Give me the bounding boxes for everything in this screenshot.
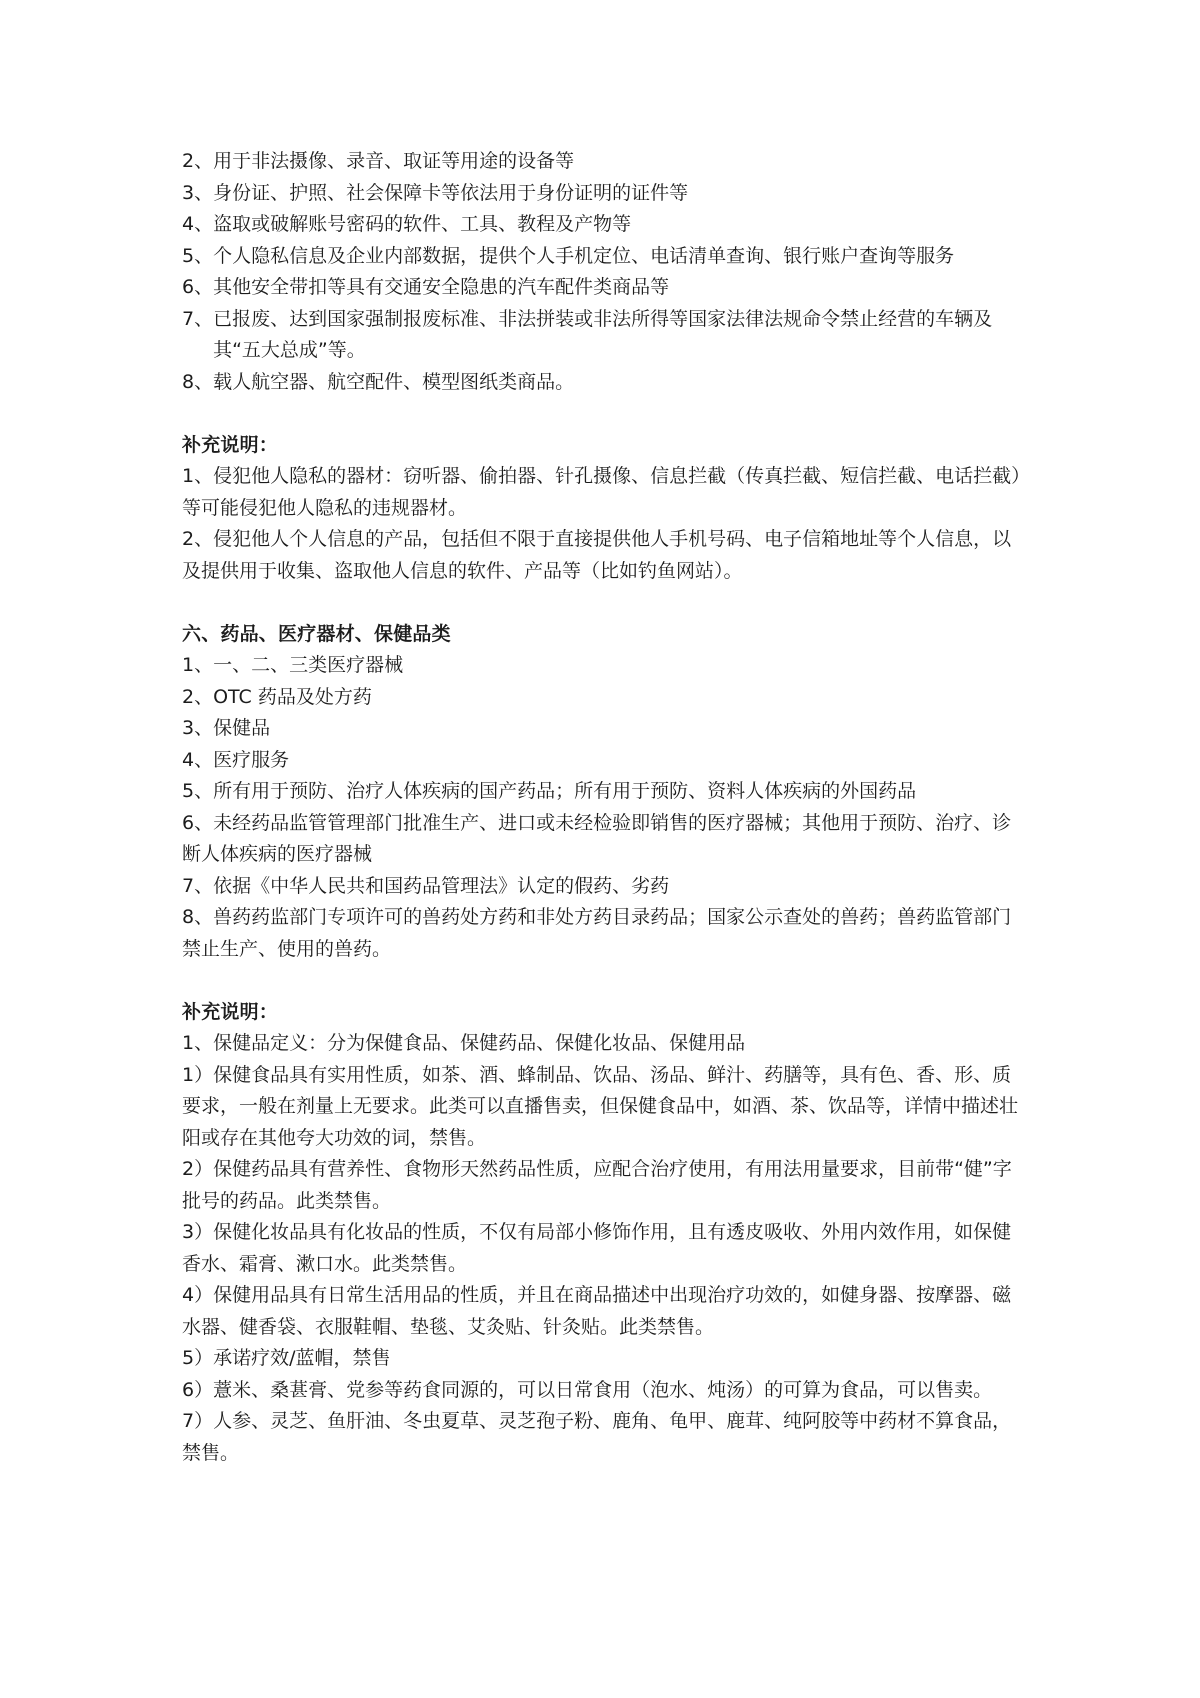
list-item: [182, 272, 1030, 304]
paragraph-gap: [182, 587, 1030, 619]
paragraph-gap: [182, 965, 1030, 997]
note-paragraph: 5）承诺疗效/蓝帽，禁售: [182, 1347, 391, 1369]
list-item-number: 5、: [182, 244, 214, 267]
list-item-number: 4、: [182, 213, 214, 235]
list-item-number: 2、: [182, 150, 214, 172]
list-item-number: 6、: [182, 276, 214, 298]
list-item: [182, 178, 1030, 210]
note-heading: 补充说明：: [182, 433, 279, 456]
list-item-text: 身份证、护照、社会保障卡等依法用于身份证明的证件等: [213, 181, 689, 204]
section-heading: 六、药品、医疗器材、保健品类: [182, 622, 451, 645]
section-paragraph: 2、OTC 药品及处方药: [182, 685, 372, 708]
list-item-number: 3、: [182, 181, 214, 204]
note-paragraph: 1、侵犯他人隐私的器材：窃听器、偷拍器、针孔摄像、信息拦截（传真拦截、短信拦截、电话拦截）等可能侵犯他人隐私的违规器材。: [182, 465, 1021, 519]
section-paragraph: 7、依据《中华人民共和国药品管理法》认定的假药、劣药: [182, 874, 670, 897]
list-item-number: 7、: [182, 307, 214, 330]
note-paragraph: 6）薏米、桑葚膏、党参等药食同源的，可以日常食用（泡水、炖汤）的可算为食品，可以售卖。: [182, 1378, 993, 1401]
list-item-text: 个人隐私信息及企业内部数据，提供个人手机定位、电话清单查询、银行账户查询等服务: [213, 244, 955, 267]
list-item-number: 8、: [182, 370, 214, 393]
list-item-text: 用于非法摄像、录音、取证等用途的设备等: [213, 150, 575, 172]
list-item-text: 其他安全带扣等具有交通安全隐患的汽车配件类商品等: [213, 276, 670, 298]
note-paragraph: 4）保健用品具有日常生活用品的性质，并且在商品描述中出现治疗功效的，如健身器、按摩器、磁水器、健香袋、衣服鞋帽、垫毯、艾灸贴、针灸贴。此类禁售。: [182, 1284, 1012, 1338]
section-paragraph: 4、医疗服务: [182, 748, 290, 771]
note-paragraph: 1、保健品定义：分为保健食品、保健药品、保健化妆品、保健用品: [182, 1032, 746, 1054]
note-paragraph: 3）保健化妆品具有化妆品的性质，不仅有局部小修饰作用，且有透皮吸收、外用内效作用，如保健香水、霜膏、漱口水。此类禁售。: [182, 1221, 1012, 1275]
section-paragraph: 6、未经药品监管管理部门批准生产、进口或未经检验即销售的医疗器械；其他用于预防、治疗、诊断人体疾病的医疗器械: [182, 811, 1012, 865]
list-item-text: 盗取或破解账号密码的软件、工具、教程及产物等: [213, 213, 632, 235]
section-paragraph: 1、一、二、三类医疗器械: [182, 654, 404, 676]
note-paragraph: 1）保健食品具有实用性质，如茶、酒、蜂制品、饮品、汤品、鲜汁、药膳等，具有色、香、形、质要求，一般在剂量上无要求。此类可以直播售卖，但保健食品中，如酒、茶、饮品等，详情中描述壮阳或存在其他夸大功效的词，禁售。: [182, 1063, 1019, 1149]
list-item-text: 载人航空器、航空配件、模型图纸类商品。: [213, 370, 575, 393]
note-paragraph: 2）保健药品具有营养性、食物形天然药品性质，应配合治疗使用，有用法用量要求，目前带“健”字批号的药品。此类禁售。: [182, 1158, 1012, 1212]
document-page: [182, 146, 1030, 1469]
note-paragraph: 7）人参、灵芝、鱼肝油、冬虫夏草、灵芝孢子粉、鹿角、龟甲、鹿茸、纯阿胶等中药材不算食品，禁售。: [182, 1410, 1012, 1464]
list-item: [182, 367, 1030, 399]
list-item: [182, 146, 1030, 178]
list-item-text: 已报废、达到国家强制报废标准、非法拼装或非法所得等国家法律法规命令禁止经营的车辆及其“五大总成”等。: [213, 307, 993, 361]
paragraph-gap: [182, 398, 1030, 430]
section-paragraph: 5、所有用于预防、治疗人体疾病的国产药品；所有用于预防、资料人体疾病的外国药品: [182, 780, 917, 802]
list-item: [182, 209, 1030, 241]
section-paragraph: 3、保健品: [182, 717, 271, 739]
note-paragraph: 2、侵犯他人个人信息的产品，包括但不限于直接提供他人手机号码、电子信箱地址等个人信息，以及提供用于收集、盗取他人信息的软件、产品等（比如钓鱼网站）。: [182, 528, 1012, 582]
section-paragraph: 8、兽药药监部门专项许可的兽药处方药和非处方药目录药品；国家公示查处的兽药；兽药监管部门禁止生产、使用的兽药。: [182, 906, 1012, 960]
note-heading: 补充说明：: [182, 1000, 279, 1023]
list-item: [182, 304, 1030, 367]
list-item: [182, 241, 1030, 273]
